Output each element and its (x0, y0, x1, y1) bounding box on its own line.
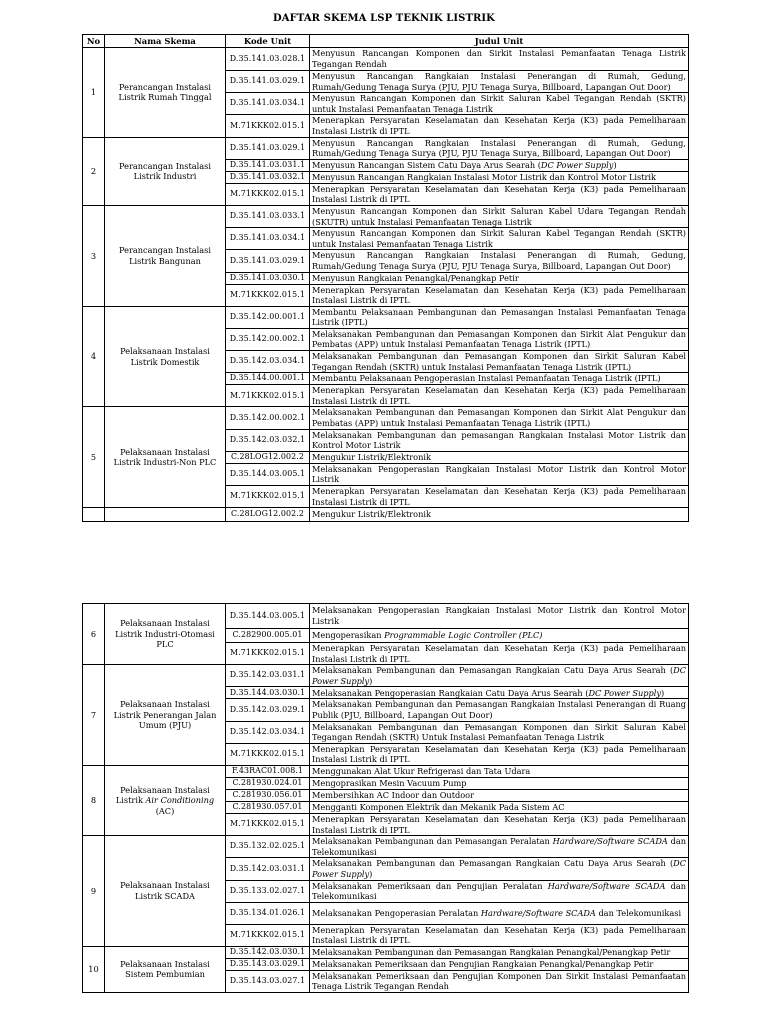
table-row (83, 508, 689, 522)
kode-unit: M.71KKK02.015.1 (226, 183, 310, 205)
judul-unit: Menerapkan Persyaratan Keselamatan dan Kesehatan Kerja (K3) pada Pemeliharaan Instalasi Listrik di IPTL (310, 924, 689, 946)
judul-unit: Melaksanakan Pembangunan dan Pemasangan Komponen dan Sirkit Alat Pengukur dan Pembatas (APP) untuk Instalasi Pemanfaatan Tenaga Listrik (IPTL) (310, 328, 689, 350)
kode-unit: D.35.141.03.029.1 (226, 137, 310, 159)
kode-unit: C.281930.056.01 (226, 789, 310, 801)
judul-unit: Menerapkan Persyaratan Keselamatan dan Kesehatan Kerja (K3) pada Pemeliharaan Instalasi Listrik di IPTL (310, 486, 689, 508)
judul-unit: Melaksanakan Pembangunan dan Pemasangan Rangkaian Penangkal/Penangkap Petir (310, 946, 689, 958)
skema-number: 4 (83, 306, 105, 407)
kode-unit: C.282900.005.01 (226, 629, 310, 643)
skema-number: 10 (83, 946, 105, 992)
kode-unit: D.35.144.00.001.1 (226, 373, 310, 385)
kode-unit: F.43RAC01.008.1 (226, 765, 310, 777)
judul-unit: Menyusun Rancangan Komponen dan Sirkit Saluran Kabel Tegangan Rendah (SKTR) untuk Instalasi Pemanfaatan Tenaga Listrik (310, 93, 689, 115)
judul-unit: Melaksanakan Pengoperasian Rangkaian Catu Daya Arus Searah (DC Power Supply) (310, 687, 689, 699)
judul-unit: Menerapkan Persyaratan Keselamatan dan Kesehatan Kerja (K3) pada Pemeliharaan Instalasi Listrik di IPTL (310, 743, 689, 765)
judul-unit: Mengoperasikan Programmable Logic Controller (PLC) (310, 629, 689, 643)
judul-unit: Melaksanakan Pembangunan dan Pemasangan Rangkaian Catu Daya Arus Searah (DC Power Supply) (310, 858, 689, 880)
judul-unit: Melaksanakan Pengoperasian Rangkaian Instalasi Motor Listrik dan Kontrol Motor Listrik (310, 463, 689, 485)
header-no: No (83, 35, 105, 48)
judul-unit: Mengukur Listrik/Elektronik (310, 508, 689, 522)
judul-unit: Melaksanakan Pembangunan dan Pemasangan Rangkaian Instalasi Penerangan di Ruang Publik (PJU, Billboard, Lapangan Out Door) (310, 699, 689, 721)
kode-unit: M.71KKK02.015.1 (226, 813, 310, 835)
page-title: DAFTAR SKEMA LSP TEKNIK LISTRIK (273, 13, 495, 24)
kode-unit: D.35.142.03.029.1 (226, 699, 310, 721)
table-row (83, 306, 689, 328)
skema-number: 5 (83, 407, 105, 508)
judul-unit: Mengukur Listrik/Elektronik (310, 451, 689, 463)
judul-unit: Menyusun Rancangan Rangkaian Instalasi Motor Listrik dan Kontrol Motor Listrik (310, 171, 689, 183)
judul-unit: Melaksanakan Pembangunan dan Pemasangan Komponen dan Sirkit Alat Pengukur dan Pembatas (APP) untuk Instalasi Pemanfaatan Tenaga Listrik (IPTL) (310, 407, 689, 429)
skema-number (83, 508, 105, 522)
judul-unit: Menyusun Rancangan Komponen dan Sirkit Saluran Kabel Tegangan Rendah (SKTR) untuk Instalasi Pemanfaatan Tenaga Listrik (310, 228, 689, 250)
kode-unit: M.71KKK02.015.1 (226, 385, 310, 407)
header-kode-unit: Kode Unit (226, 35, 310, 48)
judul-unit: Melaksanakan Pembangunan dan Pemasangan Peralatan Hardware/Software SCADA dan Telekomunikasi (310, 836, 689, 858)
table-row (83, 665, 689, 687)
skema-name: Pelaksanaan Instalasi Listrik Industri-Non PLC (105, 407, 226, 508)
judul-unit: Menerapkan Persyaratan Keselamatan dan Kesehatan Kerja (K3) pada Pemeliharaan Instalasi Listrik di IPTL (310, 385, 689, 407)
judul-unit: Membersihkan AC Indoor dan Outdoor (310, 789, 689, 801)
table-row (83, 765, 689, 777)
kode-unit: D.35.142.03.034.1 (226, 721, 310, 743)
skema-name: Pelaksanaan Instalasi Sistem Pembumian (105, 946, 226, 992)
kode-unit: D.35.134.01.026.1 (226, 902, 310, 924)
kode-unit: D.35.141.03.029.1 (226, 250, 310, 272)
judul-unit: Menyusun Rancangan Rangkaian Instalasi Penerangan di Rumah, Gedung, Rumah/Gedung Tenaga Surya (PJU, PJU Tenaga Surya, Billboard, Lapangan Out Door) (310, 250, 689, 272)
judul-unit: Membantu Pelaksanaan Pengoperasian Instalasi Pemanfaatan Tenaga Listrik (IPTL) (310, 373, 689, 385)
table-row (83, 205, 689, 227)
table-row (83, 836, 689, 858)
judul-unit: Menerapkan Persyaratan Keselamatan dan Kesehatan Kerja (K3) pada Pemeliharaan Instalasi Listrik di IPTL (310, 183, 689, 205)
skema-name: Perancangan Instalasi Listrik Rumah Tinggal (105, 48, 226, 138)
kode-unit: M.71KKK02.015.1 (226, 115, 310, 137)
judul-unit: Melaksanakan Pengoperasian Rangkaian Instalasi Motor Listrik dan Kontrol Motor Listrik (310, 604, 689, 629)
judul-unit: Mengganti Komponen Elektrik dan Mekanik Pada Sistem AC (310, 801, 689, 813)
judul-unit: Menerapkan Persyaratan Keselamatan dan Kesehatan Kerja (K3) pada Pemeliharaan Instalasi Listrik di IPTL (310, 284, 689, 306)
skema-number: 1 (83, 48, 105, 138)
judul-unit: Menyusun Rancangan Sistem Catu Daya Arus Searah (DC Power Supply) (310, 159, 689, 171)
kode-unit: D.35.144.03.030.1 (226, 687, 310, 699)
skema-name: Perancangan Instalasi Listrik Industri (105, 137, 226, 205)
kode-unit: D.35.133.02.027.1 (226, 880, 310, 902)
skema-number: 9 (83, 836, 105, 947)
kode-unit: D.35.141.03.028.1 (226, 48, 310, 71)
skema-name (105, 508, 226, 522)
table-row (83, 407, 689, 429)
judul-unit: Menyusun Rancangan Rangkaian Instalasi Penerangan di Rumah, Gedung, Rumah/Gedung Tenaga Surya (PJU, PJU Tenaga Surya, Billboard, Lapangan Out Door) (310, 71, 689, 93)
header-judul-unit: Judul Unit (310, 35, 689, 48)
kode-unit: C.281930.024.01 (226, 777, 310, 789)
kode-unit: D.35.141.03.031.1 (226, 159, 310, 171)
judul-unit: Melaksanakan Pembangunan dan pemasangan Rangkaian Instalasi Motor Listrik dan Kontrol Motor Listrik (310, 429, 689, 451)
judul-unit: Melaksanakan Pembangunan dan Pemasangan Komponen dan Sirkit Saluran Kabel Tegangan Rendah (SKTR) Untuk Instalasi Pemanfaatan Tenaga Listrik (310, 721, 689, 743)
kode-unit: C.28LOG12.002.2 (226, 508, 310, 522)
skema-name: Pelaksanaan Instalasi Listrik Industri-Otomasi PLC (105, 604, 226, 665)
skema-name: Perancangan Instalasi Listrik Bangunan (105, 205, 226, 306)
skema-number: 7 (83, 665, 105, 766)
skema-table-page-2 (82, 603, 689, 993)
kode-unit: D.35.143.03.029.1 (226, 958, 310, 970)
kode-unit: M.71KKK02.015.1 (226, 643, 310, 665)
judul-unit: Melaksanakan Pemeriksaan dan Pengujian Rangkaian Penangkal/Penangkap Petir (310, 958, 689, 970)
skema-name: Pelaksanaan Instalasi Listrik SCADA (105, 836, 226, 947)
judul-unit: Menyusun Rangkaian Penangkal/Penangkap Petir (310, 272, 689, 284)
judul-unit: Menerapkan Persyaratan Keselamatan dan Kesehatan Kerja (K3) pada Pemeliharaan Instalasi Listrik di IPTL (310, 115, 689, 137)
table-row (83, 137, 689, 159)
judul-unit: Melaksanakan Pemeriksaan dan Pengujian Komponen Dan Sirkit Instalasi Pemanfaatan Tenaga Listrik Tegangan Rendah (310, 970, 689, 992)
kode-unit: M.71KKK02.015.1 (226, 284, 310, 306)
judul-unit: Menyusun Rancangan Rangkaian Instalasi Penerangan di Rumah, Gedung, Rumah/Gedung Tenaga Surya (PJU, PJU Tenaga Surya, Billboard, Lapangan Out Door) (310, 137, 689, 159)
kode-unit: D.35.142.03.030.1 (226, 946, 310, 958)
kode-unit: D.35.141.03.033.1 (226, 205, 310, 227)
kode-unit: D.35.144.03.005.1 (226, 463, 310, 485)
judul-unit: Menerapkan Persyaratan Keselamatan dan Kesehatan Kerja (K3) pada Pemeliharaan Instalasi Listrik di IPTL (310, 643, 689, 665)
judul-unit: Melaksanakan Pembangunan dan Pemasangan Rangkaian Catu Daya Arus Searah (DC Power Supply) (310, 665, 689, 687)
kode-unit: C.281930.057.01 (226, 801, 310, 813)
judul-unit: Menyusun Rancangan Komponen dan Sirkit Instalasi Pemanfaatan Tenaga Listrik Tegangan Rendah (310, 48, 689, 71)
skema-number: 8 (83, 765, 105, 835)
header-nama-skema: Nama Skema (105, 35, 226, 48)
kode-unit: C.28LOG12.002.2 (226, 451, 310, 463)
page-break-mask (82, 563, 689, 603)
table-row (83, 946, 689, 958)
kode-unit: D.35.141.03.030.1 (226, 272, 310, 284)
kode-unit: D.35.141.03.034.1 (226, 228, 310, 250)
kode-unit: D.35.141.03.032.1 (226, 171, 310, 183)
kode-unit: D.35.144.03.005.1 (226, 604, 310, 629)
judul-unit: Menggunakan Alat Ukur Refrigerasi dan Tata Udara (310, 765, 689, 777)
skema-number: 3 (83, 205, 105, 306)
header-row (83, 35, 689, 48)
judul-unit: Menyusun Rancangan Komponen dan Sirkit Saluran Kabel Udara Tegangan Rendah (SKUTR) untuk Instalasi Pemanfaatan Tenaga Listrik (310, 205, 689, 227)
judul-unit: Mengoprasikan Mesin Vacuum Pump (310, 777, 689, 789)
skema-number: 2 (83, 137, 105, 205)
kode-unit: D.35.142.03.034.1 (226, 351, 310, 373)
kode-unit: D.35.142.00.001.1 (226, 306, 310, 328)
kode-unit: D.35.142.00.002.1 (226, 328, 310, 350)
judul-unit: Menerapkan Persyaratan Keselamatan dan Kesehatan Kerja (K3) pada Pemeliharaan Instalasi Listrik di IPTL (310, 813, 689, 835)
judul-unit: Melaksanakan Pengoperasian Peralatan Hardware/Software SCADA dan Telekomunikasi (310, 902, 689, 924)
kode-unit: D.35.142.03.032.1 (226, 429, 310, 451)
judul-unit: Melaksanakan Pemeriksaan dan Pengujian Peralatan Hardware/Software SCADA dan Telekomunikasi (310, 880, 689, 902)
judul-unit: Melaksanakan Pembangunan dan Pemasangan Komponen dan Sirkit Saluran Kabel Tegangan Rendah (SKTR) untuk Instalasi Pemanfaatan Tenaga Listrik (IPTL) (310, 351, 689, 373)
skema-table-page-1 (82, 34, 689, 522)
table-row (83, 604, 689, 629)
kode-unit: D.35.132.02.025.1 (226, 836, 310, 858)
kode-unit: M.71KKK02.015.1 (226, 743, 310, 765)
table-row (83, 48, 689, 71)
kode-unit: D.35.142.03.031.1 (226, 858, 310, 880)
kode-unit: D.35.141.03.034.1 (226, 93, 310, 115)
kode-unit: M.71KKK02.015.1 (226, 924, 310, 946)
kode-unit: D.35.142.00.002.1 (226, 407, 310, 429)
kode-unit: M.71KKK02.015.1 (226, 486, 310, 508)
kode-unit: D.35.141.03.029.1 (226, 71, 310, 93)
skema-name: Pelaksanaan Instalasi Listrik Air Conditioning (AC) (105, 765, 226, 835)
kode-unit: D.35.143.03.027.1 (226, 970, 310, 992)
kode-unit: D.35.142.03.031.1 (226, 665, 310, 687)
judul-unit: Membantu Pelaksanaan Pembangunan dan Pemasangan Instalasi Pemanfaatan Tenaga Listrik (IPTL) (310, 306, 689, 328)
skema-name: Pelaksanaan Instalasi Listrik Domestik (105, 306, 226, 407)
skema-number: 6 (83, 604, 105, 665)
skema-name: Pelaksanaan Instalasi Listrik Penerangan Jalan Umum (PJU) (105, 665, 226, 766)
